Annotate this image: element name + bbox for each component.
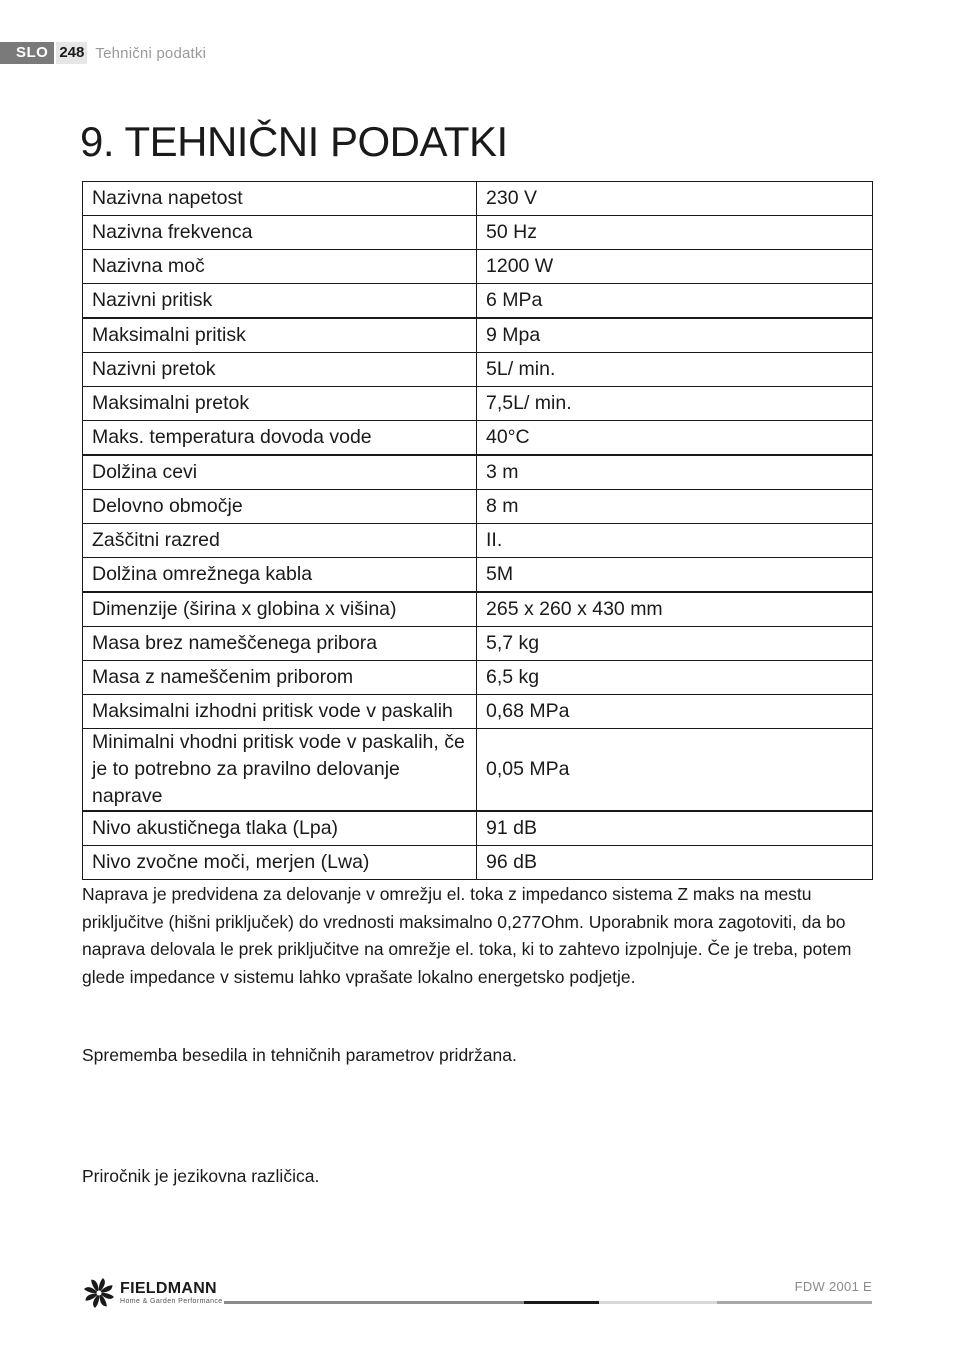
spec-label: Nazivni pritisk [83,284,477,319]
footer-rule [717,1301,872,1304]
footer-rule [224,1301,524,1304]
spec-label: Delovno območje [83,490,477,524]
table-row [83,216,873,250]
brand-name: FIELDMANN [120,1280,217,1297]
spec-value: 5,7 kg [477,627,873,661]
specs-table [82,181,873,880]
spec-label: Dolžina omrežnega kabla [83,558,477,593]
spec-label: Nivo akustičnega tlaka (Lpa) [83,811,477,846]
spec-label: Nazivna napetost [83,182,477,216]
page-number: 248 [56,42,87,64]
spec-value: 1200 W [477,250,873,284]
table-row [83,558,873,593]
table-row [83,353,873,387]
table-row [83,811,873,846]
spec-value: 0,68 MPa [477,695,873,729]
table-row [83,387,873,421]
spec-label: Minimalni vhodni pritisk vode v paskalih, če je to potrebno za pravilno delovanje naprave [83,729,477,812]
page-title: 9. TEHNIČNI PODATKI [80,118,508,165]
spec-label: Nivo zvočne moči, merjen (Lwa) [83,846,477,880]
table-row [83,846,873,880]
spec-label: Dimenzije (širina x globina x višina) [83,592,477,627]
spec-label: Nazivna frekvenca [83,216,477,250]
table-row [83,627,873,661]
table-row [83,455,873,490]
table-row [83,661,873,695]
spec-value: 5L/ min. [477,353,873,387]
spec-label: Maks. temperatura dovoda vode [83,421,477,456]
spec-value: 96 dB [477,846,873,880]
brand-text [120,1280,223,1306]
spec-label: Masa z nameščenim priborom [83,661,477,695]
table-row [83,318,873,353]
fan-flower-icon [82,1276,116,1310]
spec-value: 230 V [477,182,873,216]
page-header [0,42,206,64]
table-row [83,421,873,456]
spec-value: 0,05 MPa [477,729,873,812]
brand-tagline: Home & Garden Performance [120,1298,223,1305]
spec-value: 6,5 kg [477,661,873,695]
impedance-note: Naprava je predvidena za delovanje v omrežju el. toka z impedanco sistema Z maks na mestu priključitve (hišni priključek) do vrednosti maksimalno 0,277Ohm. Uporabnik mora zagotoviti, da bo naprava delovala le prek priključitve na omrežje el. toka, ki to zahtevo izpolnjuje. Če je treba, potem glede impedance v sistemu lahko vprašate lokalno energetsko podjetje. [82,884,852,987]
language-badge: SLO [0,42,54,64]
spec-value: 7,5L/ min. [477,387,873,421]
spec-value: 91 dB [477,811,873,846]
table-row [83,695,873,729]
spec-value: 9 Mpa [477,318,873,353]
spec-value: 40°C [477,421,873,456]
spec-value: II. [477,524,873,558]
table-row [83,182,873,216]
brand-logo [82,1276,223,1310]
spec-label: Maksimalni pritisk [83,318,477,353]
version-note: Priročnik je jezikovna različica. [82,1166,320,1186]
table-row [83,592,873,627]
spec-label: Nazivni pretok [83,353,477,387]
spec-label: Maksimalni pretok [83,387,477,421]
table-row [83,250,873,284]
spec-value: 5M [477,558,873,593]
spec-value: 8 m [477,490,873,524]
spec-label: Nazivna moč [83,250,477,284]
spec-label: Dolžina cevi [83,455,477,490]
table-row [83,524,873,558]
footer-rule [524,1301,599,1304]
table-row [83,729,873,812]
table-row [83,490,873,524]
spec-value: 50 Hz [477,216,873,250]
footer-rule [599,1301,717,1304]
spec-value: 6 MPa [477,284,873,319]
changes-note: Sprememba besedila in tehničnih parametrov pridržana. [82,1045,517,1065]
spec-label: Masa brez nameščenega pribora [83,627,477,661]
spec-value: 3 m [477,455,873,490]
spec-value: 265 x 260 x 430 mm [477,592,873,627]
model-number: FDW 2001 E [794,1279,872,1294]
section-name: Tehnični podatki [95,44,207,62]
table-row [83,284,873,319]
spec-label: Zaščitni razred [83,524,477,558]
spec-label: Maksimalni izhodni pritisk vode v paskalih [83,695,477,729]
